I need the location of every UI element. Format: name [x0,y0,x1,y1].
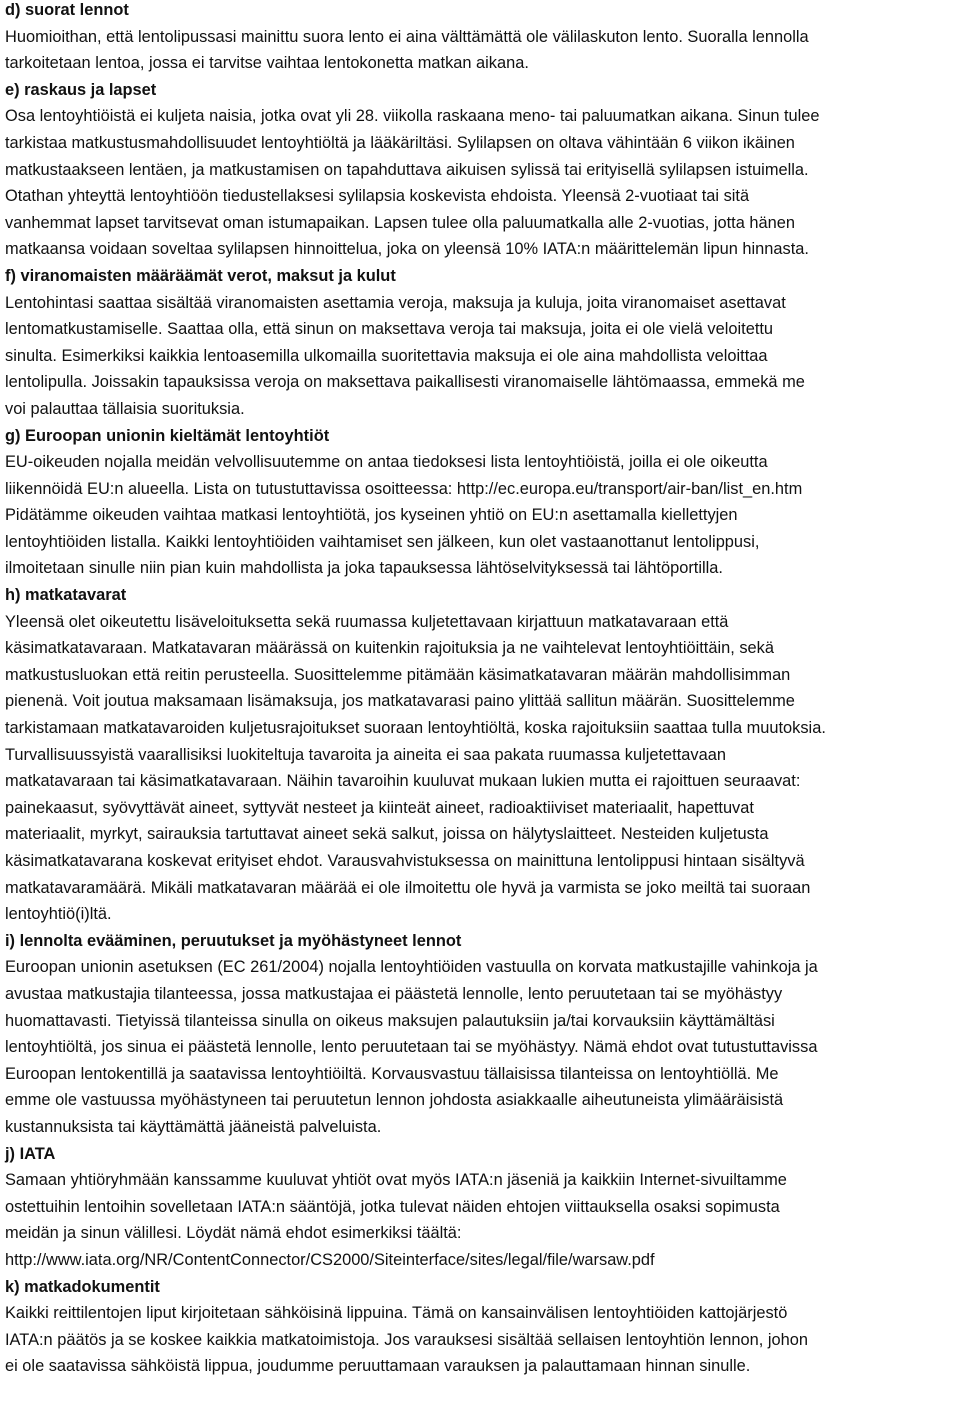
document-page [5,0,960,1380]
section-raskaus-ja-lapset [5,77,960,263]
section-verot-maksut-kulut [5,263,960,423]
section-heading: e) raskaus ja lapset [5,80,157,99]
section-paragraph: Yleensä olet oikeutettu lisäveloituksetta sekä ruumassa kuljetettavaan kirjattuun matkatavaraan että käsimatkatavaraan. Matkatavaran määrässä on kuitenkin rajoituksia ja ne vaihtelevat lentoyhtiöittäin, sekä matkustusluokan että reitin perusteella. Suosittelemme pitämään käsimatkatavaran määrän mahdollisimman pienenä. Voit joutua maksamaan lisämaksuja, jos matkatavarasi paino ylittää sallitun määrän. Suosittelemme tarkistamaan matkatavaroiden kuljetusrajoitukset suoraan lentoyhtiöltä, koska rajoituksiin saattaa tulla muutoksia. Turvallisuussyistä vaarallisiksi luokiteltuja tavaroita ja aineita ei saa pakata ruumassa kuljetettavaan matkatavaraan tai käsimatkatavaraan. Näihin tavaroihin kuuluvat mukaan lukien mutta ei rajoittuen seuraavat: painekaasut, syövyttävät aineet, syttyvät nesteet ja kiinteät aineet, radioaktiiviset materiaalit, hapettuvat materiaalit, myrkyt, sairauksia tartuttavat aineet sekä salkut, joissa on hälytyslaitteet. Nesteiden kuljetusta käsimatkatavarana koskevat erityiset ehdot. Varausvahvistuksessa on mainittuna lentolippusi hintaan sisältyvä matkatavaramäärä. Mikäli matkatavaran määrää ei ole ilmoitettu ole hyvä ja varmista se joko meiltä tai suoraan lentoyhtiö(i)ltä. [5,612,826,924]
section-heading: j) IATA [5,1144,56,1163]
section-matkatavarat [5,582,960,928]
section-paragraph: Lentohintasi saattaa sisältää viranomaisten asettamia veroja, maksuja ja kuluja, joita viranomaiset asettavat lentomatkustamiselle. Saattaa olla, että sinun on maksettava veroja tai maksuja, joita ei ole vielä veloitettu sinulta. Esimerkiksi kaikkia lentoasemilla ulkomailla suoritettavia maksuja ei ole aina mahdollista veloittaa lentolipulla. Joissakin tapauksissa veroja on maksettava paikallisesti viranomaiselle lähtömaassa, emmekä me voi palauttaa tällaisia suorituksia. [5,293,805,418]
section-paragraph: Euroopan unionin asetuksen (EC 261/2004) nojalla lentoyhtiöiden vastuulla on korvata matkustajille vahinkoja ja avustaa matkustajia tilanteessa, jossa matkustajaa ei päästetä lennolle, lento peruutetaan tai se myöhästyy huomattavasti. Tietyissä tilanteissa sinulla on oikeus maksujen palautuksiin ja/tai korvauksiin käyttämältäsi lentoyhtiöltä, jos sinua ei päästetä lennolle, lento peruutetaan tai se myöhästyy. Nämä ehdot ovat tutustuttavissa Euroopan lentokentillä ja saatavissa lentoyhtiöiltä. Korvausvastuu tällaisissa tilanteissa on lentoyhtiöllä. Me emme ole vastuussa myöhästyneen tai peruutetun lennon johdosta asiakkaalle aiheutuneista ylimääräisistä kustannuksista tai käyttämättä jääneistä palveluista. [5,958,818,1136]
section-heading: f) viranomaisten määräämät verot, maksut ja kulut [5,266,396,285]
section-heading: k) matkadokumentit [5,1277,160,1296]
section-paragraph: Huomioithan, että lentolipussasi mainittu suora lento ei aina välttämättä ole välilaskuton lento. Suoralla lennolla tarkoitetaan lentoa, jossa ei tarvitse vaihtaa lentokonetta matkan aikana. [5,27,809,73]
section-heading: i) lennolta evääminen, peruutukset ja myöhästyneet lennot [5,931,462,950]
section-suorat-lennot [5,0,960,77]
section-paragraph: Osa lentoyhtiöistä ei kuljeta naisia, jotka ovat yli 28. viikolla raskaana meno- tai paluumatkan aikana. Sinun tulee tarkistaa matkustusmahdollisuudet lentoyhtiöltä ja lääkäriltäsi. Sylilapsen on oltava vähintään 6 viikon ikäinen matkustaakseen lentäen, ja matkustamisen on tapahduttava aikuisen sylissä tai erityisellä sylilapsen istuimella. Otathan yhteyttä lentoyhtiöön tiedustellaksesi sylilapsia koskevista ehdoista. Yleensä 2-vuotiaat tai sitä vanhemmat lapset tarvitsevat oman istumapaikan. Lapsen tulee olla paluumatkalla alle 2-vuotias, jotta hänen matkaansa voidaan soveltaa sylilapsen hinnoittelua, joka on yleensä 10% IATA:n määrittelemän lipun hinnasta. [5,107,820,259]
section-lennolta-evaaminen [5,928,960,1141]
section-iata [5,1141,960,1274]
section-paragraph: Samaan yhtiöryhmään kanssamme kuuluvat yhtiöt ovat myös IATA:n jäseniä ja kaikkiin Internet-sivuiltamme ostettuihin lentoihin sovelletaan IATA:n sääntöjä, jotka tulevat näiden ehtojen viittauksella osaksi sopimusta meidän ja sinun välillesi. Löydät nämä ehdot esimerkiksi täältä: http://www.iata.org/NR/ContentConnector/CS2000/Siteinterface/sites/legal/file/warsaw.pdf [5,1171,787,1269]
section-heading: d) suorat lennot [5,1,129,19]
section-heading: g) Euroopan unionin kieltämät lentoyhtiöt [5,426,330,445]
section-paragraph: Kaikki reittilentojen liput kirjoitetaan sähköisinä lippuina. Tämä on kansainvälisen lentoyhtiöiden kattojärjestö IATA:n päätös ja se koskee kaikkia matkatoimistoja. Jos varauksesi sisältää sellaisen lentoyhtiön lennon, johon ei ole saatavissa sähköistä lippua, joudumme peruuttamaan varauksen ja palauttamaan hinnan sinulle. [5,1304,808,1376]
section-matkadokumentit [5,1274,960,1380]
section-kielletyt-lentoyhtiot [5,423,960,583]
section-heading: h) matkatavarat [5,586,127,605]
section-paragraph: EU-oikeuden nojalla meidän velvollisuutemme on antaa tiedoksesi lista lentoyhtiöistä, joilla ei ole oikeutta liikennöidä EU:n alueella. Lista on tutustuttavissa osoitteessa: http://ec.europa.eu/transport/air-ban/list_en.htm Pidätämme oikeuden vaihtaa matkasi lentoyhtiötä, jos kyseinen yhtiö on EU:n asettamalla kiellettyjen lentoyhtiöiden listalla. Kaikki lentoyhtiöiden vaihtamiset sen jälkeen, kun olet vastaanottanut lentolippusi, ilmoitetaan sinulle niin pian kuin mahdollista ja joka tapauksessa lähtöselvityksessä tai lähtöportilla. [5,453,803,578]
